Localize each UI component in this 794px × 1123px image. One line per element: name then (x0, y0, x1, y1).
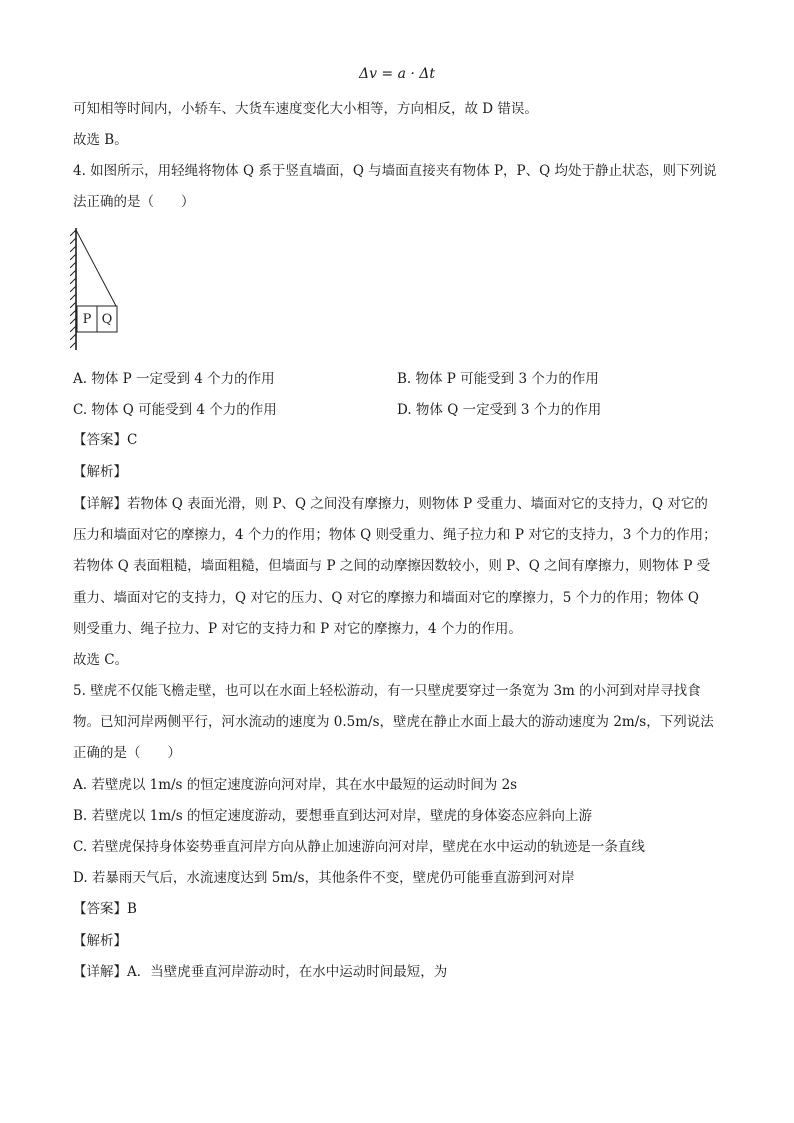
conclusion: 故选 B。 (73, 132, 128, 148)
question-5-stem: 正确的是（ ） (73, 745, 181, 761)
label-q: Q (101, 312, 113, 327)
rope (76, 230, 116, 306)
detail-line: 重力、墙面对它的支持力，Q 对它的压力、Q 对它的摩擦力和墙面对它的摩擦力，5 个力的作用；物体 Q (73, 590, 699, 606)
answer-label: 【答案】C (73, 432, 138, 448)
question-4-stem: 4. 如图所示，用轻绳将物体 Q 系于竖直墙面，Q 与墙面直接夹有物体 P，P、Q 均处于静止状态，则下列说 (73, 163, 717, 179)
option-b: B. 若壁虎以 1m/s 的恒定速度游动，要想垂直到达河对岸，壁虎的身体姿态应斜向上游 (73, 808, 592, 824)
formula: Δv = a · Δt (358, 66, 436, 82)
analysis-heading: 【解析】 (73, 464, 127, 480)
question-5-stem: 5. 壁虎不仅能飞檐走壁，也可以在水面上轻松游动，有一只壁虎要穿过一条宽为 3m 的小河到对岸寻找食 (73, 683, 701, 699)
detail-line: 则受重力、绳子拉力、P 对它的支持力和 P 对它的摩擦力，4 个力的作用。 (73, 621, 522, 637)
text-line: 可知相等时间内，小轿车、大货车速度变化大小相等，方向相反，故 D 错误。 (73, 101, 538, 117)
detail-line: 【详解】若物体 Q 表面光滑，则 P、Q 之间没有摩擦力，则物体 P 受重力、墙面对它的支持力，Q 对它的 (73, 496, 708, 512)
detail-line: 【详解】A．当壁虎垂直河岸游动时，在水中运动时间最短，为 (73, 964, 448, 980)
option-d: D. 物体 Q 一定受到 3 个力的作用 (397, 402, 602, 418)
option-a: A. 若壁虎以 1m/s 的恒定速度游向河对岸，其在水中最短的运动时间为 2s (73, 777, 518, 793)
option-d: D. 若暴雨天气后，水流速度达到 5m/s，其他条件不变，壁虎仍可能垂直游到河对岸 (73, 870, 575, 886)
analysis-heading: 【解析】 (73, 933, 127, 949)
question-5-stem: 物。已知河岸两侧平行，河水流动的速度为 0.5m/s，壁虎在静止水面上最大的游动速度为 2m/s，下列说法 (73, 714, 714, 730)
question-4-stem: 法正确的是（ ） (73, 194, 195, 210)
detail-line: 若物体 Q 表面粗糙，墙面粗糙，但墙面与 P 之间的动摩擦因数较小，则 P、Q 之间有摩擦力，则物体 P 受 (73, 558, 711, 574)
option-c: C. 若壁虎保持身体姿势垂直河岸方向从静止加速游向河对岸，壁虎在水中运动的轨迹是一条直线 (73, 839, 645, 855)
option-b: B. 物体 P 可能受到 3 个力的作用 (397, 371, 599, 387)
conclusion: 故选 C。 (73, 652, 129, 668)
wall-diagram (70, 226, 130, 356)
detail-line: 压力和墙面对它的摩擦力，4 个力的作用；物体 Q 则受重力、绳子拉力和 P 对它的支持力，3 个力的作用； (73, 527, 717, 543)
option-c: C. 物体 Q 可能受到 4 个力的作用 (73, 402, 277, 418)
label-p: P (82, 312, 92, 327)
answer-label: 【答案】B (73, 901, 137, 917)
wall-hatching (70, 230, 76, 348)
option-a: A. 物体 P 一定受到 4 个力的作用 (73, 371, 275, 387)
